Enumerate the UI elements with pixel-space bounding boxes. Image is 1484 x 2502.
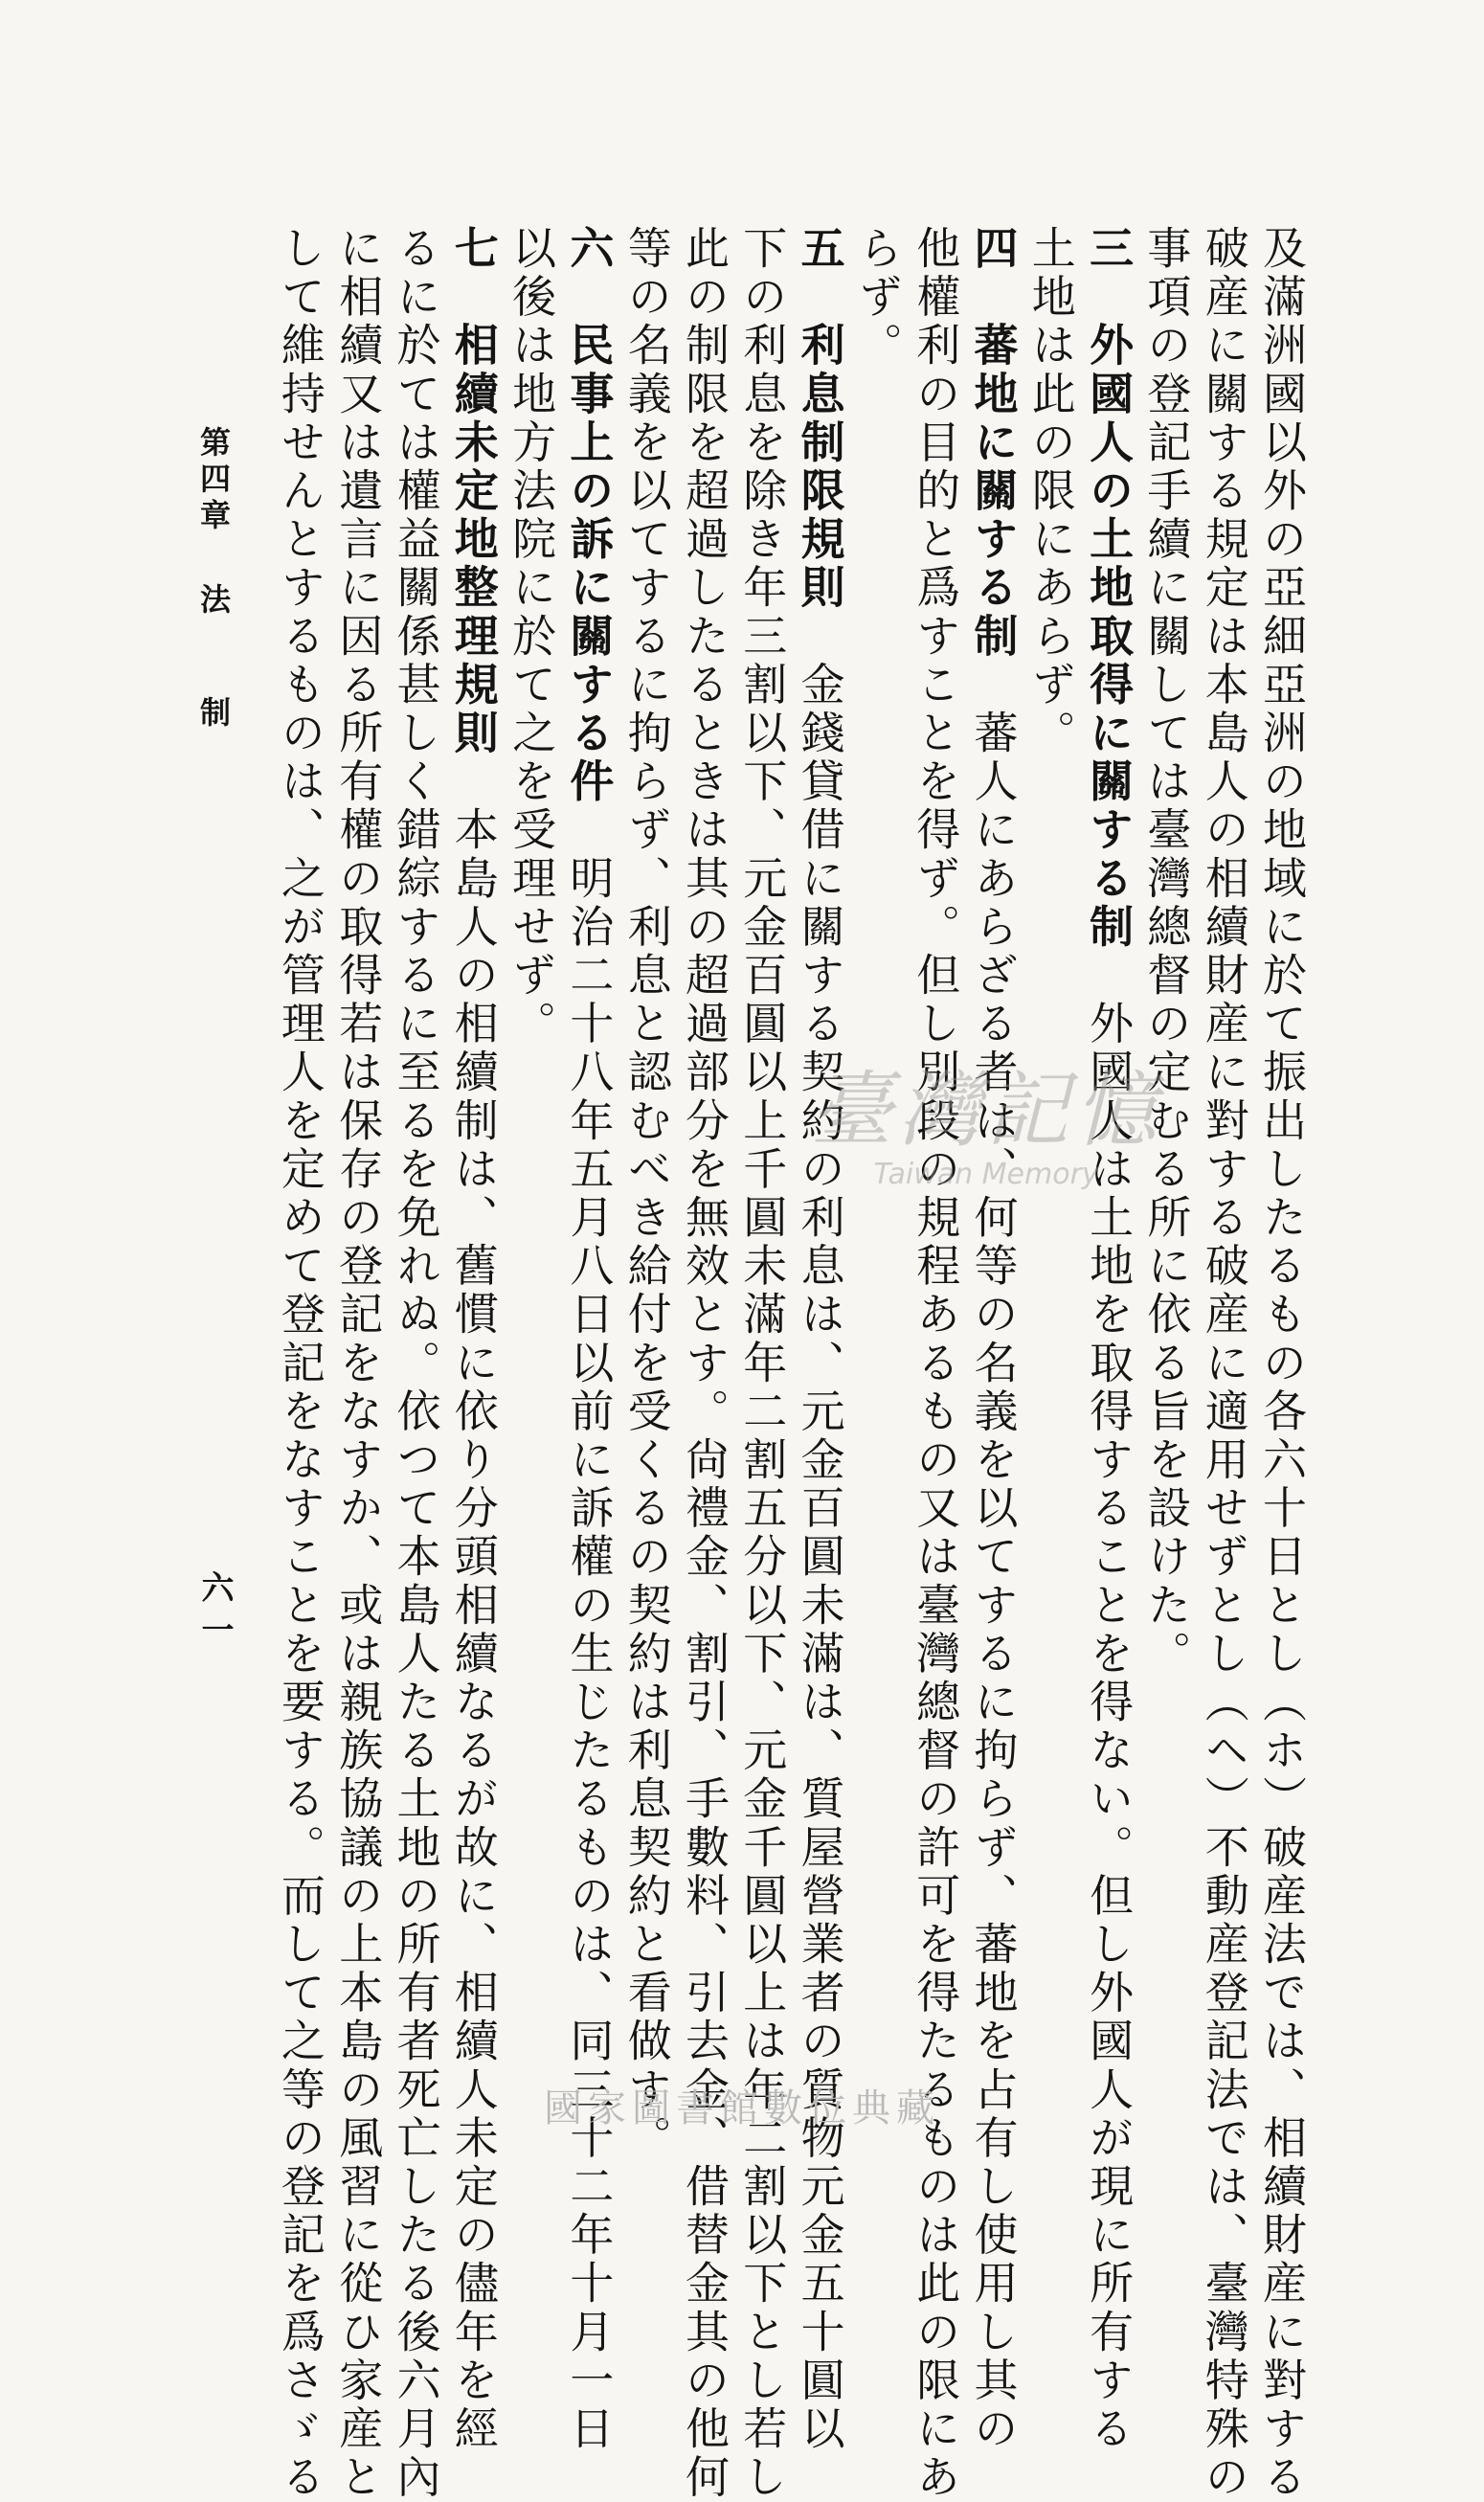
body-text: に相續又は遺言に因る所有權の取得若は保存の登記をなすか、或は親族協議の上本島の風習に從ひ家産と [332, 225, 385, 2502]
text-column [1138, 225, 1194, 1679]
watermark-subtitle: Taiwan Memory [873, 1158, 1099, 1191]
body-text: 土地は此の限にあらず。 [1024, 225, 1077, 758]
watermark-text: 臺灣記憶 [810, 1063, 1162, 1159]
section-heading: 七 [447, 225, 500, 323]
body-text: 金錢貸借に關する契約の利息は、元金百圓未滿は、質屋營業者の質物元金五十圓以 [794, 612, 846, 2454]
section-heading: 五 [794, 225, 846, 323]
body-text: 他權利の目的と爲すことを得ず。但し別段の規程あるもの又は臺灣總督の許可を得たるものは此の限にあ [910, 225, 962, 2502]
text-column [850, 225, 906, 371]
watermark-logo [766, 1063, 1206, 1226]
body-text: 下の利息を除き年三割以下、元金百圓以上千圓未滿年二割五分以下、元金千圓以上は年二割以下とし若し [736, 225, 789, 2502]
body-text: 以後は地方法院に於て之を受理せず。 [506, 225, 558, 1049]
body-text: 事項の登記手續に關しては臺灣總督の定むる所に依る旨を設けた。 [1140, 225, 1193, 1679]
text-column [619, 225, 675, 2163]
section-heading: 利息制限規則 [794, 322, 846, 613]
body-text: らず。 [851, 225, 904, 371]
text-column [1254, 225, 1310, 2502]
running-header [191, 426, 236, 733]
body-text: 等の名義を以てするに拘らず、利息と認むべき給付を受くるの契約は利息契約と看做す。 [620, 225, 673, 2163]
text-column [734, 225, 790, 2502]
chapter-title-a: 法 [195, 583, 232, 620]
body-text: 本島人の相續制は、舊慣に依り分頭相續なるが故に、相續人未定の儘年を經 [447, 757, 500, 2454]
text-column [677, 225, 732, 2502]
chapter-label: 第四章 [195, 426, 232, 535]
text-column [273, 225, 328, 2502]
section-heading: 六 [563, 225, 616, 323]
text-column [908, 225, 963, 2502]
body-text: して維持せんとするものは、之が管理人を定めて登記をなすことを要する。而して之等の登記を爲さゞる [274, 225, 326, 2502]
section-heading: 民事上の訴に關する件 [563, 322, 616, 807]
text-column [389, 225, 444, 2502]
footer-credit: 國家圖書館數位典藏 [544, 2086, 940, 2130]
section-heading: 三 [1083, 225, 1135, 323]
section-heading: 外國人の土地取得に關する制 [1083, 322, 1135, 953]
page-number: 六一 [195, 1570, 234, 1655]
body-text: 明治二十八年五月八日以前に訴權の生じたるものは、同三十二年十月一日 [563, 806, 616, 2454]
text-column [1197, 225, 1252, 2502]
body-text: 及滿洲國以外の亞細亞洲の地域に於て振出したるもの各六十日とし（ホ）破産法では、相續財産に對する [1256, 225, 1308, 2502]
chapter-title-b: 制 [195, 696, 232, 733]
body-text: るに於ては權益關係甚しく錯綜するに至るを免れぬ。依つて本島人たる土地の所有者死亡したる後六月內 [390, 225, 442, 2502]
text-column [504, 225, 559, 1048]
text-column [1023, 225, 1079, 758]
section-heading: 四 [967, 225, 1020, 323]
body-text: 破産に關する規定は本島人の相續財産に對する破産に適用せずとし（ヘ）不動産登記法では、臺灣特殊の [1198, 225, 1250, 2502]
text-column [330, 225, 386, 2502]
body-text: 蕃人にあらざる者は、何等の名義を以てするに拘らず、蕃地を占有し使用し其の [967, 661, 1020, 2454]
section-heading: 相續未定地整理規則 [447, 322, 500, 758]
section-heading: 蕃地に關する制 [967, 322, 1020, 662]
body-text: 此の制限を超過したるときは其の超過部分を無效とす。尙禮金、割引、手數料、引去金、借替金其の他何 [679, 225, 731, 2502]
body-text: 外國人は土地を取得することを得ない。但し外國人が現に所有する [1083, 952, 1135, 2454]
